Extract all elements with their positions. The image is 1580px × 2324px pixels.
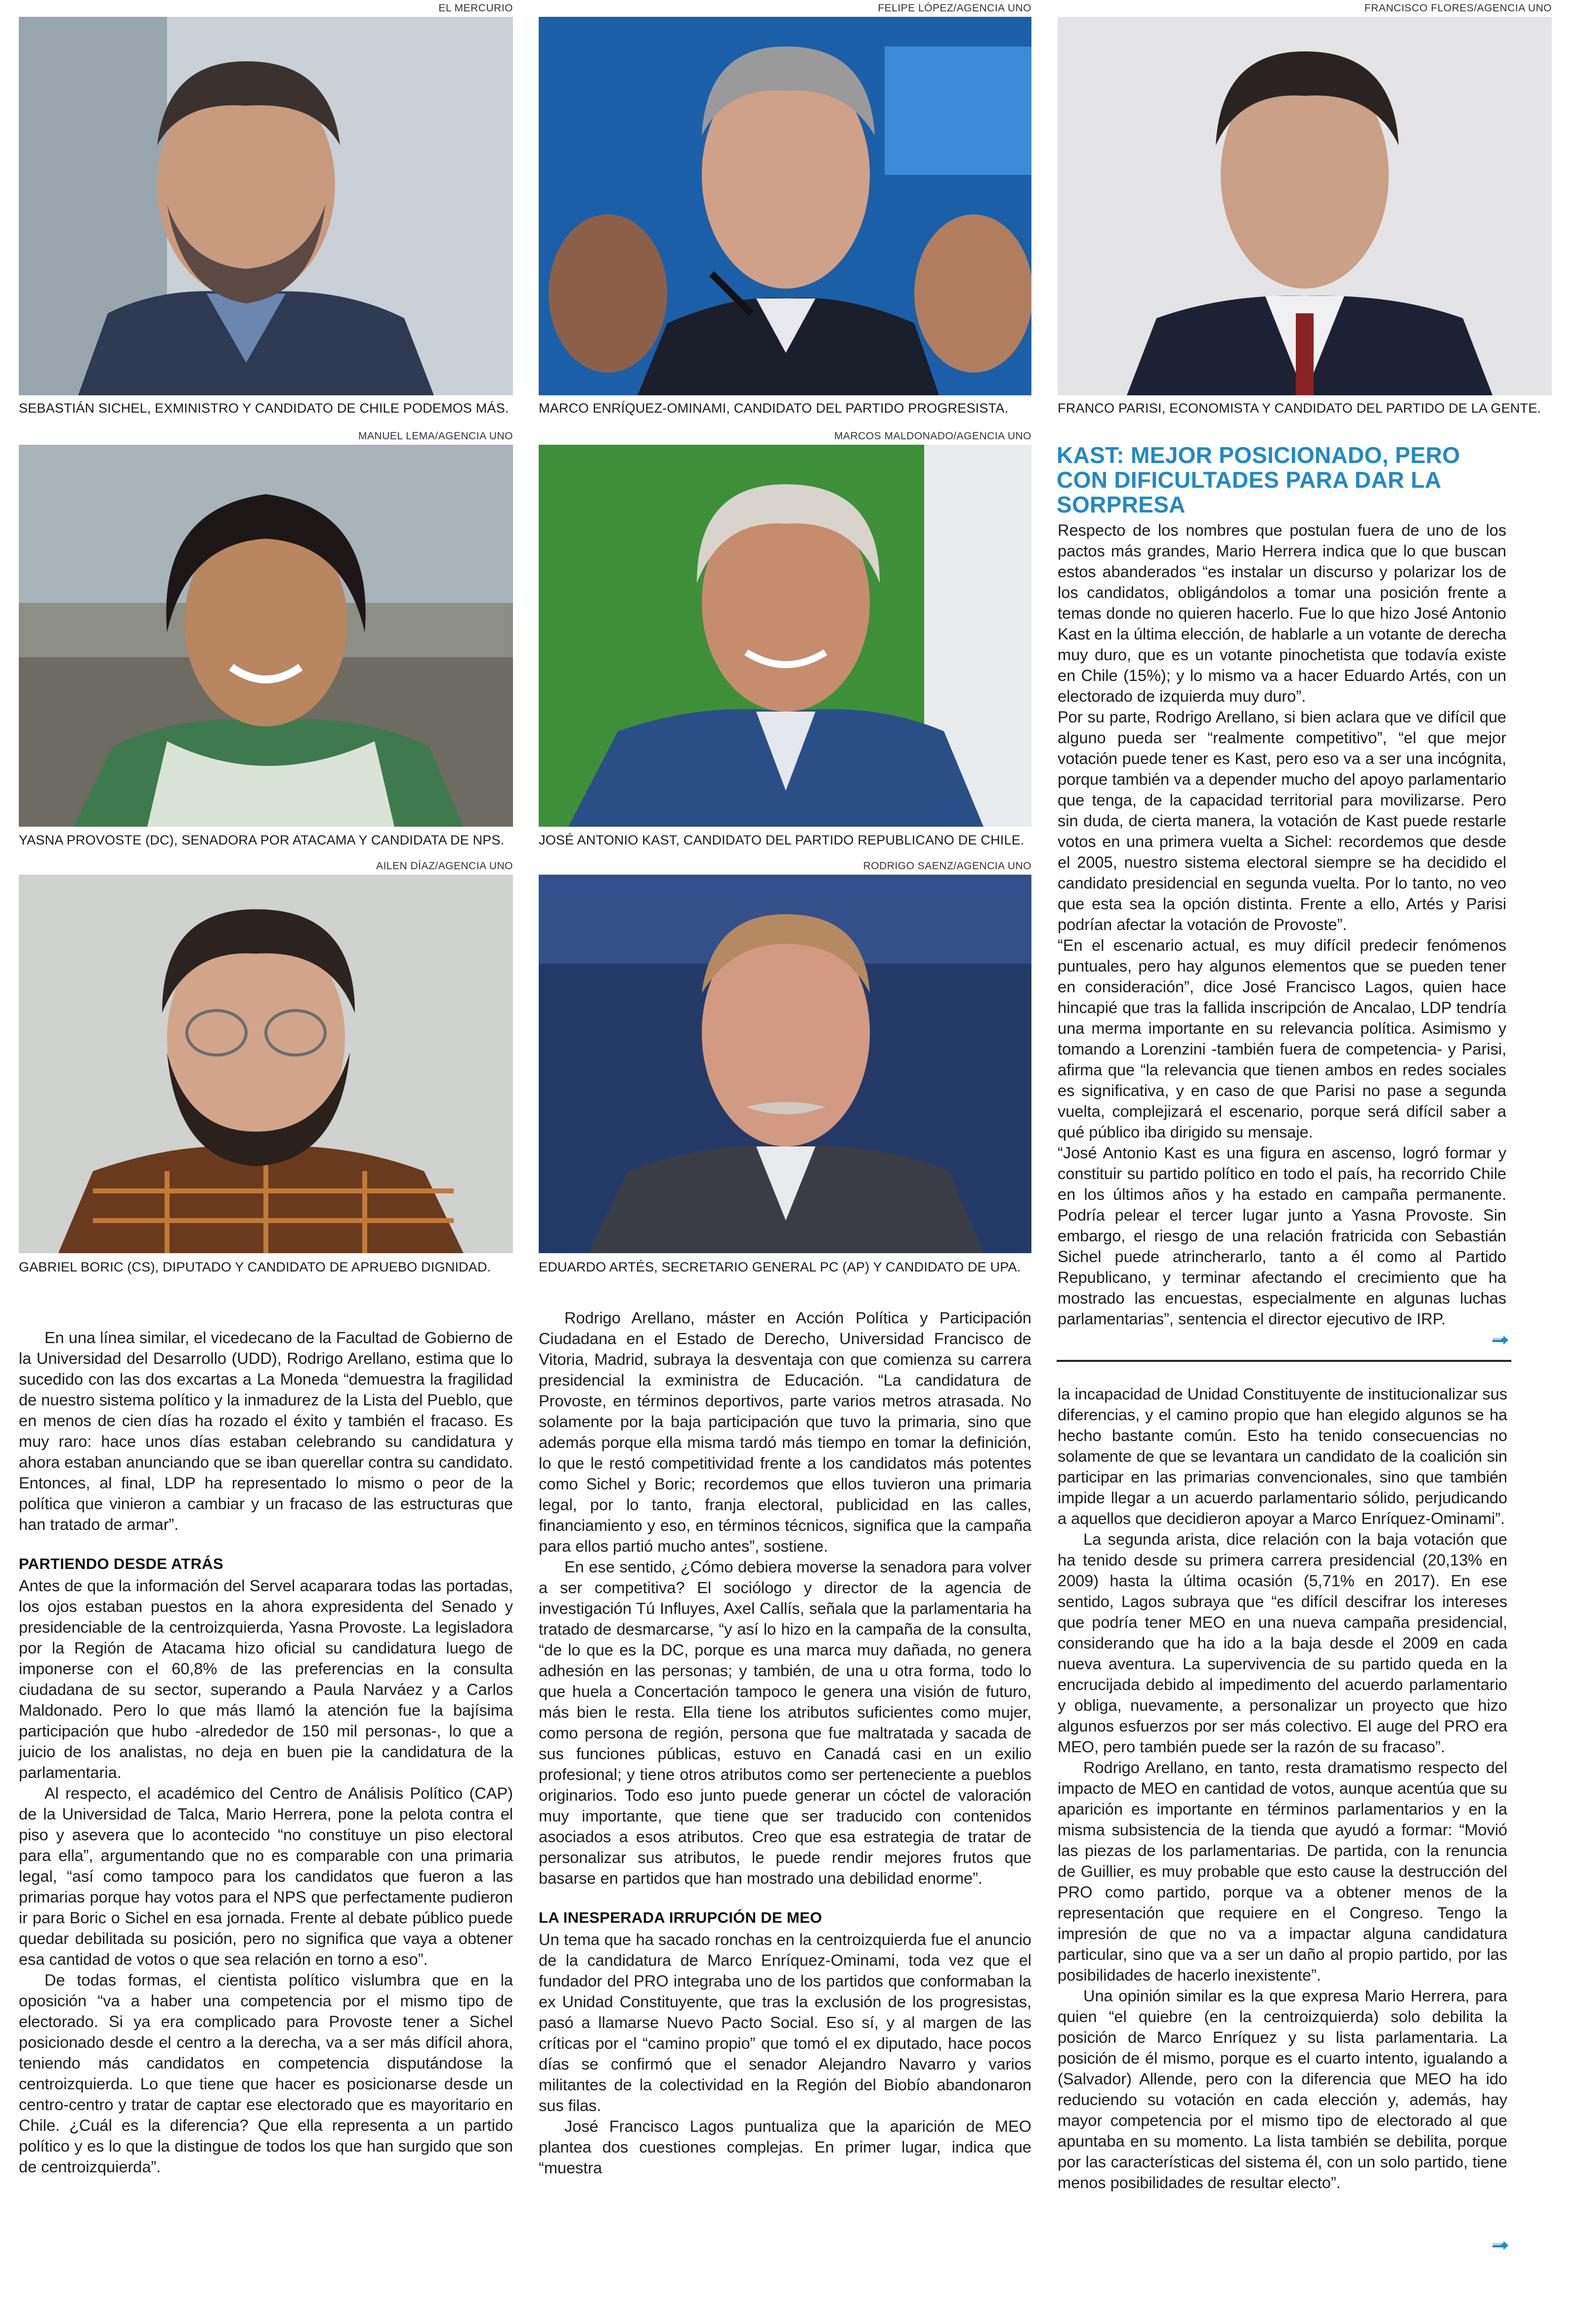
photo-kast — [539, 428, 1031, 858]
photo-credit: FELIPE LÓPEZ/AGENCIA UNO — [878, 2, 1031, 14]
body-paragraph: Un tema que ha sacado ronchas en la centroizquierda fue el anuncio de la candidatura de Marco Enríquez-Ominami, toda vez que el fundador del PRO integraba uno de los partidos que conformaban la ex Unidad Constituyente, que tras la exclusión de los progresistas, pasó a llamarse Nuevo Pacto Social. Eso sí, y al margen de las críticas por el “camino propio” que tomó el ex diputado, hace pocos días se confirmó que el senador Alejandro Navarro y varios militantes de la colectividad en la Región del Biobío abandonaron sus filas. — [539, 1931, 1031, 2114]
photo-caption: GABRIEL BORIC (CS), DIPUTADO Y CANDIDATO DE APRUEBO DIGNIDAD. — [19, 1260, 491, 1274]
body-paragraph: En ese sentido, ¿Cómo debiera moverse la senadora para volver a ser competitiva? El sociólogo y director de la agencia de investigación Tú Influyes, Axel Callís, señala que la parlamentaria ha tratado de desmarcarse, “y así lo hizo en la campaña de la consulta, “de lo que es la DC, porque es una marca muy dañada, no genera adhesión en las personas; y también, de una u otra forma, todo lo que huela a Concertación tampoco le genera una visión de futuro, más bien le resta. Ella tiene los atributos suficientes como mujer, como persona de región, persona que fue maltratada y sacada de sus funciones públicas, estuvo en Canadá casi en un exilio profesional; y tiene otros atributos como ser perteneciente a pueblos originarios. Todo eso junto puede generar un cóctel de valoración muy importante, que tiene que ser traducido con contenidos asociados a esos atributos. Creo que esa estrategia de tratar de personalizar sus atributos, le puede rendir mejores frutos que basarse en partidos que han mostrado una debilidad enorme”. — [539, 1558, 1031, 1887]
body-column-2 — [539, 1308, 1031, 2178]
photo-image — [19, 17, 513, 395]
photo-caption: JOSÉ ANTONIO KAST, CANDIDATO DEL PARTIDO REPUBLICANO DE CHILE. — [539, 833, 1025, 847]
body-paragraph: Rodrigo Arellano, máster en Acción Política y Participación Ciudadana en el Estado de Derecho, Universidad Francisco de Vitoria, Madrid, subraya la desventaja con que comienza su carrera presidencial la exministra de Educación. “La candidatura de Provoste, en términos deportivos, parte varios metros atrasada. No solamente por la baja participación que tuvo la primaria, sino que además porque ella misma tardó más tiempo en tomar la definición, lo que le restó competitividad frente a los candidatos más potentes como Sichel y Boric; recordemos que ellos tuvieron una primaria legal, por lo tanto, franja electoral, publicidad en las calles, financiamiento y eso, en términos técnicos, significa que la campaña para ellos partió mucho antes”, sostiene. — [539, 1309, 1031, 1555]
body-paragraph: La segunda arista, dice relación con la baja votación que ha tenido desde su primera carrera presidencial (20,13% en 2009) hasta la última ocasión (5,71% en 2017). En ese sentido, Lagos subraya que “es difícil descifrar los intereses que podría tener MEO en una nueva campaña presidencial, considerando que ha ido a la baja desde el 2009 en cada nueva aventura. La supervivencia de su partido queda en la encrucijada debido al impedimento del acuerdo parlamentario y obliga, nuevamente, a personalizar un proyecto que hizo algunos esfuerzos por ser más colectivo. El auge del PRO era MEO, pero también puede ser la razón de su fracaso”. — [1058, 1530, 1507, 1756]
photo-image — [19, 875, 513, 1253]
photo-credit: MARCOS MALDONADO/AGENCIA UNO — [834, 430, 1031, 442]
body-paragraph: En una línea similar, el vicedecano de la Facultad de Gobierno de la Universidad del Desarrollo (UDD), Rodrigo Arellano, estima que lo sucedido con las dos excartas a La Moneda “demuestra la fragilidad de nuestro sistema político y la inmadurez de la Lista del Pueblo, que en menos de cien días ha rozado el éxito y también el fracaso. Es muy raro: hace unos días estaban celebrando su candidatura y ahora estaban anunciando que se iban querellar contra su candidato. Entonces, al final, LDP ha representado lo mismo o peor de la política que vinieron a cambiar y un fracaso de las estructuras que han tratado de armar”. — [19, 1329, 513, 1533]
photo-caption: FRANCO PARISI, ECONOMISTA Y CANDIDATO DEL PARTIDO DE LA GENTE. — [1058, 401, 1541, 416]
kast-column — [1058, 520, 1506, 1329]
photo-image — [539, 17, 1031, 395]
photo-credit: MANUEL LEMA/AGENCIA UNO — [358, 430, 513, 442]
photo-caption: SEBASTIÁN SICHEL, EXMINISTRO Y CANDIDATO DE CHILE PODEMOS MÁS. — [19, 401, 509, 416]
photo-image — [19, 445, 513, 827]
section-subhead: LA INESPERADA IRRUPCIÓN DE MEO — [539, 1909, 822, 1926]
continue-arrow-icon — [1492, 2240, 1509, 2250]
kast-paragraph: “En el escenario actual, es muy difícil predecir fenómenos puntuales, pero hay algunos elementos que se pueden tener en consideración”, dice José Francisco Lagos, quien hace hincapié que tras la fallida inscripción de Ancalao, LDP tendría una merma importante en su relevancia política. Asimismo y tomando a Lorenzini -también fuera de competencia- y Parisi, afirma que “la relevancia que tienen ambos en redes sociales es significativa, y en caso de que Parisi no pase a segunda vuelta, complejizará el escenario, porque será difícil saber a qué público iba dirigido su mensaje. — [1058, 936, 1506, 1141]
photo-credit: EL MERCURIO — [438, 2, 513, 14]
body-paragraph: Al respecto, el académico del Centro de Análisis Político (CAP) de la Universidad de Talca, Mario Herrera, pone la pelota contra el piso y asevera que lo acontecido “no constituye un piso electoral para ella”, argumentando que no es comparable con una primaria legal, “así como tampoco para los candidatos que fueron a las primarias porque hay votos para el NPS que perfectamente pudieron ir para Boric o Sichel en esa jornada. Frente al debate público puede quedar debilitada su posición, pero no significa que vaya a obtener esa cantidad de votos o que sea relación en torno a eso”. — [19, 1784, 513, 1968]
photo-credit: RODRIGO SAENZ/AGENCIA UNO — [863, 860, 1031, 872]
kast-section-title: KAST: MEJOR POSICIONADO, PERO CON DIFICULTADES PARA DAR LA SORPRESA — [1057, 442, 1460, 517]
photo-caption: MARCO ENRÍQUEZ-OMINAMI, CANDIDATO DEL PARTIDO PROGRESISTA. — [539, 401, 1009, 416]
body-paragraph: Rodrigo Arellano, en tanto, resta dramatismo respecto del impacto de MEO en cantidad de votos, aunque acentúa que su aparición es importante en términos parlamentarios y en la misma subsistencia de la tienda que ayudó a formar: “Movió las piezas de los parlamentarias. De partida, con la renuncia de Guillier, es muy probable que esto cause la destrucción del PRO como partido, porque va a obtener menos de la representación que requiere en el Congreso. Tengo la impresión de que no va a impactar alguna candidatura particular, sino que va a ser un daño al propio partido, por las posibilidades de hacerlo inexistente”. — [1058, 1759, 1507, 1984]
kast-paragraph: “José Antonio Kast es una figura en ascenso, logró formar y constituir su partido político en todo el país, ha recorrido Chile en los últimos años y ha estado en campaña permanente. Podría pelear el tercer lugar junto a Yasna Provoste. Sin embargo, el riesgo de una relación fratricida con Sebastián Sichel puede atrincherarlo, tanto a él como al Partido Republicano, y terminar afectando el crecimiento que ha mostrado las encuestas, especialmente en algunas luchas parlamentarias”, sentencia el director ejecutivo de IRP. — [1058, 1144, 1506, 1328]
kast-paragraph: Por su parte, Rodrigo Arellano, si bien aclara que ve difícil que alguno pueda ser “realmente competitivo”, “el que mejor votación puede tener es Kast, pero eso va a ser una incógnita, porque también va a depender mucho del apoyo parlamentario que tenga, de la capacidad territorial para movilizarse. Pero sin duda, de cierta manera, la votación de Kast puede restarle votos en una primera vuelta a Sichel: recordemos que desde el 2005, nuestro sistema electoral siempre se ha decidido el candidato presidencial en segunda vuelta. Por lo tanto, no veo que esta sea la opción distinta. Frente a ello, Artés y Parisi podrían afectar la votación de Provoste”. — [1058, 708, 1506, 933]
photo-artes — [539, 858, 1031, 1288]
photo-parisi — [1058, 0, 1552, 430]
section-subhead: PARTIENDO DESDE ATRÁS — [19, 1555, 223, 1572]
photo-caption: EDUARDO ARTÉS, SECRETARIO GENERAL PC (AP) Y CANDIDATO DE UPA. — [539, 1260, 1021, 1274]
photo-provoste — [19, 428, 513, 858]
body-paragraph: De todas formas, el cientista político vislumbra que en la oposición “va a haber una competencia por el mismo tipo de electorado. Si ya era complicado para Provoste tener a Sichel posicionado desde el centro a la derecha, va a ser más difícil ahora, teniendo más candidatos en competencia disputándose la centroizquierda. Lo que tiene que hacer es posicionarse desde un centro-centro y tratar de captar ese electorado que es mayoritario en Chile. ¿Cuál es la diferencia? Que ella representa a un partido político y es lo que la distingue de todos los que han surgido que son de centroizquierda”. — [19, 1971, 513, 2176]
photo-image — [539, 875, 1031, 1253]
photo-enriquez-ominami — [539, 0, 1031, 430]
photo-boric — [19, 858, 513, 1288]
body-column-1 — [19, 1327, 513, 2177]
continue-arrow-icon — [1492, 1335, 1509, 1345]
kast-paragraph: Respecto de los nombres que postulan fuera de uno de los pactos más grandes, Mario Herrera indica que lo que buscan estos abanderados “es instalar un discurso y polarizar los de los candidatos, obligándolos a tomar una posición frente a temas donde no quieren hacerlo. Fue lo que hizo José Antonio Kast en la última elección, de hablarle a un votante de derecha muy duro, que es un votante pinochetista que todavía existe en Chile (15%); y lo mismo va a hacer Eduardo Artés, con un electorado de izquierda muy duro”. — [1058, 521, 1506, 705]
body-paragraph: Una opinión similar es la que expresa Mario Herrera, para quien “el quiebre (en la centroizquierda) solo debilita la posición de Marco Enríquez y su lista parlamentaria. La posición de él mismo, porque es el cuarto intento, igualando a (Salvador) Allende, pero con la diferencia que MEO ha ido reduciendo su votación en cada elección y, además, hay mayor competencia por el mismo tipo de electorado al que apuntaba en su momento. La lista también se debilita, porque por las características del sistema él, con un solo partido, tiene menos posibilidades de resultar electo”. — [1058, 1987, 1507, 2192]
body-column-3 — [1058, 1384, 1507, 2193]
body-paragraph: José Francisco Lagos puntualiza que la aparición de MEO plantea dos cuestiones complejas. En primer lugar, indica que “muestra — [539, 2117, 1031, 2177]
section-divider — [1057, 1360, 1511, 1362]
photo-credit: AILEN DÍAZ/AGENCIA UNO — [376, 860, 513, 872]
photo-caption: YASNA PROVOSTE (DC), SENADORA POR ATACAMA Y CANDIDATA DE NPS. — [19, 833, 505, 847]
photo-image — [539, 445, 1031, 827]
body-paragraph: la incapacidad de Unidad Constituyente de institucionalizar sus diferencias, y el camino propio que han elegido algunos se ha hecho bastante común. Esto ha tenido consecuencias no solamente de que se levantara un candidato de la coalición sin participar en las primarias convencionales, sino que también impide llegar a un acuerdo parlamentario sólido, perjudicando a aquellos que decidieron apoyar a Marco Enríquez-Ominami”. — [1058, 1385, 1507, 1527]
photo-image — [1058, 17, 1552, 395]
photo-credit: FRANCISCO FLORES/AGENCIA UNO — [1364, 2, 1552, 14]
body-paragraph: Antes de que la información del Servel acaparara todas las portadas, los ojos estaban puestos en la ahora expresidenta del Senado y presidenciable de la centroizquierda, Yasna Provoste. La legisladora por la Región de Atacama hizo oficial su candidatura luego de imponerse con el 60,8% de las preferencias en la consulta ciudadana de su sector, superando a Paula Narváez y a Carlos Maldonado. Pero lo que más llamó la atención fue la bajísima participación que hubo -alrededor de 150 mil personas-, lo que a juicio de los analistas, no deja en buen pie la candidatura de la parlamentaria. — [19, 1577, 513, 1781]
photo-sichel — [19, 0, 513, 430]
